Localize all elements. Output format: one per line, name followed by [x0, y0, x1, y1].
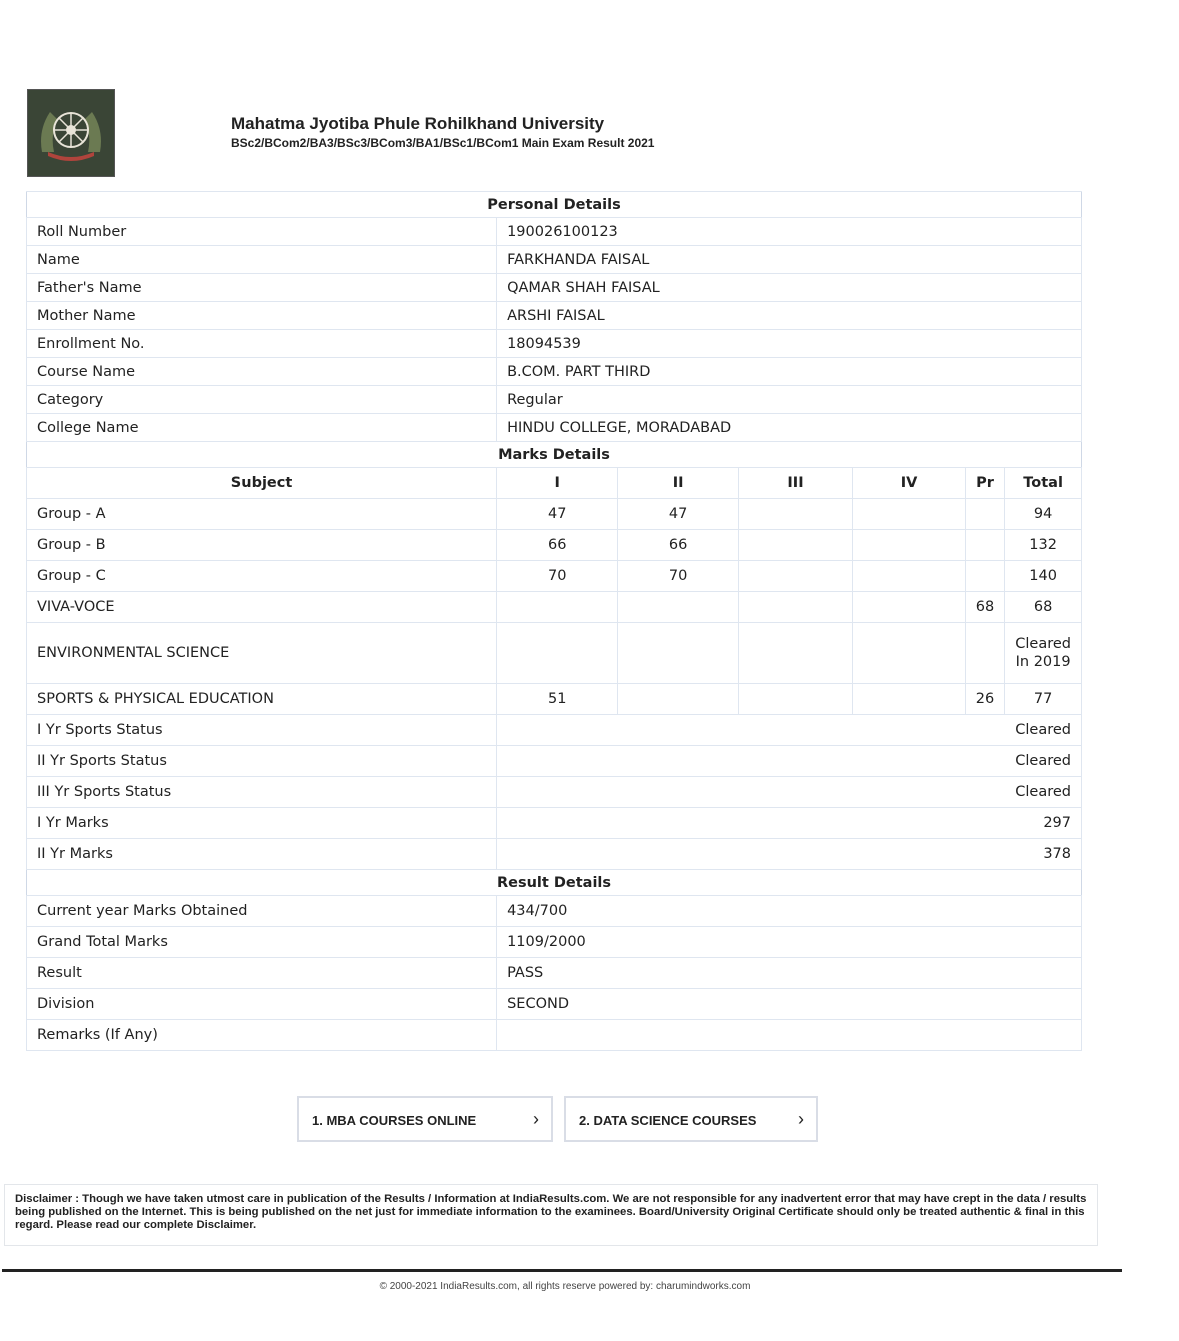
university-title: Mahatma Jyotiba Phule Rohilkhand University — [231, 114, 605, 133]
result-row — [27, 989, 1082, 1020]
marks-status-row — [27, 839, 1082, 870]
page-header — [27, 89, 1087, 179]
mark-value — [853, 684, 966, 715]
mark-value: 47 — [618, 499, 738, 530]
mark-value: 132 — [1005, 530, 1082, 561]
marks-header-row — [27, 468, 1082, 499]
column-header: Pr — [965, 468, 1004, 499]
mark-value — [965, 499, 1004, 530]
detail-value: 18094539 — [497, 330, 1082, 358]
mark-value: 51 — [497, 684, 618, 715]
mark-value — [965, 530, 1004, 561]
section-header-row — [27, 870, 1082, 896]
result-label: Remarks (If Any) — [27, 1020, 497, 1051]
personal-detail-row — [27, 302, 1082, 330]
detail-label: Roll Number — [27, 218, 497, 246]
marks-row — [27, 684, 1082, 715]
mark-value — [618, 684, 738, 715]
mark-value: 47 — [497, 499, 618, 530]
mark-value — [853, 499, 966, 530]
mark-value: 68 — [965, 592, 1004, 623]
personal-detail-row — [27, 246, 1082, 274]
mark-value — [853, 530, 966, 561]
column-header: I — [497, 468, 618, 499]
mark-value — [853, 623, 966, 684]
data-science-courses-label: 2. DATA SCIENCE COURSES — [579, 1113, 757, 1128]
detail-value: B.COM. PART THIRD — [497, 358, 1082, 386]
status-value: 378 — [497, 839, 1082, 870]
status-label: II Yr Sports Status — [27, 746, 497, 777]
mark-value — [738, 592, 852, 623]
marks-status-row — [27, 746, 1082, 777]
status-label: III Yr Sports Status — [27, 777, 497, 808]
result-label: Grand Total Marks — [27, 927, 497, 958]
mark-value — [497, 623, 618, 684]
subject-name: Group - A — [27, 499, 497, 530]
result-value — [497, 1020, 1082, 1051]
mark-value: 70 — [497, 561, 618, 592]
mark-value — [738, 499, 852, 530]
mark-value: 94 — [1005, 499, 1082, 530]
mark-value: 140 — [1005, 561, 1082, 592]
marks-status-row — [27, 715, 1082, 746]
marks-row — [27, 530, 1082, 561]
result-label: Current year Marks Obtained — [27, 896, 497, 927]
result-value: PASS — [497, 958, 1082, 989]
mark-value: 26 — [965, 684, 1004, 715]
marks-details-heading: Marks Details — [27, 442, 1082, 468]
mark-value — [738, 530, 852, 561]
mba-courses-label: 1. MBA COURSES ONLINE — [312, 1113, 477, 1128]
chevron-right-icon: › — [533, 1109, 539, 1129]
status-value: Cleared — [497, 777, 1082, 808]
personal-detail-row — [27, 274, 1082, 302]
detail-label: Course Name — [27, 358, 497, 386]
disclaimer-text: Disclaimer : Though we have taken utmost care in publication of the Results / Information at IndiaResults.com. We are not responsible for any inadvertent error that may have crept in the data / results being published on the Internet. This is being published on the net just for immediate information to the examinees. Board/University Original Certificate should only be treated authentic & final in this regard. Please read our complete Disclaimer. — [4, 1184, 1098, 1246]
mark-value: 66 — [618, 530, 738, 561]
result-details-heading: Result Details — [27, 870, 1082, 896]
mark-value — [738, 684, 852, 715]
personal-detail-row — [27, 386, 1082, 414]
result-label: Division — [27, 989, 497, 1020]
marks-row — [27, 592, 1082, 623]
mark-value — [853, 592, 966, 623]
marks-row — [27, 623, 1082, 684]
detail-value: QAMAR SHAH FAISAL — [497, 274, 1082, 302]
marks-row — [27, 499, 1082, 530]
result-label: Result — [27, 958, 497, 989]
mba-courses-link[interactable] — [297, 1096, 553, 1142]
section-header-row — [27, 192, 1082, 218]
mark-value: 68 — [1005, 592, 1082, 623]
copyright-footer: © 2000-2021 IndiaResults.com, all rights reserve powered by: charumindworks.com — [379, 1281, 751, 1292]
mark-value — [497, 592, 618, 623]
subject-name: ENVIRONMENTAL SCIENCE — [27, 623, 497, 684]
personal-detail-row — [27, 330, 1082, 358]
result-row — [27, 927, 1082, 958]
subject-name: VIVA-VOCE — [27, 592, 497, 623]
exam-subtitle: BSc2/BCom2/BA3/BSc3/BCom3/BA1/BSc1/BCom1 Main Exam Result 2021 — [231, 136, 655, 150]
result-value: SECOND — [497, 989, 1082, 1020]
status-label: I Yr Sports Status — [27, 715, 497, 746]
mark-value — [965, 623, 1004, 684]
mark-value: 77 — [1005, 684, 1082, 715]
detail-value: 190026100123 — [497, 218, 1082, 246]
mark-value: 70 — [618, 561, 738, 592]
mark-value — [738, 623, 852, 684]
status-value: Cleared — [497, 715, 1082, 746]
detail-label: College Name — [27, 414, 497, 442]
mark-value — [618, 623, 738, 684]
footer-divider — [2, 1269, 1122, 1272]
column-header: IV — [853, 468, 966, 499]
result-row — [27, 896, 1082, 927]
personal-detail-row — [27, 218, 1082, 246]
status-label: II Yr Marks — [27, 839, 497, 870]
column-header: III — [738, 468, 852, 499]
personal-details-heading: Personal Details — [27, 192, 1082, 218]
detail-value: ARSHI FAISAL — [497, 302, 1082, 330]
personal-detail-row — [27, 358, 1082, 386]
university-seal-logo — [27, 89, 115, 177]
marks-row — [27, 561, 1082, 592]
mark-value — [965, 561, 1004, 592]
result-table — [26, 191, 1082, 1051]
detail-label: Father's Name — [27, 274, 497, 302]
mark-value — [738, 561, 852, 592]
status-label: I Yr Marks — [27, 808, 497, 839]
detail-label: Enrollment No. — [27, 330, 497, 358]
subject-name: SPORTS & PHYSICAL EDUCATION — [27, 684, 497, 715]
column-header: Subject — [27, 468, 497, 499]
mark-value: Cleared In 2019 — [1005, 623, 1082, 684]
detail-label: Name — [27, 246, 497, 274]
column-header: Total — [1005, 468, 1082, 499]
data-science-courses-link[interactable] — [564, 1096, 818, 1142]
subject-name: Group - B — [27, 530, 497, 561]
section-header-row — [27, 442, 1082, 468]
result-row — [27, 958, 1082, 989]
status-value: 297 — [497, 808, 1082, 839]
column-header: II — [618, 468, 738, 499]
detail-value: Regular — [497, 386, 1082, 414]
detail-value: HINDU COLLEGE, MORADABAD — [497, 414, 1082, 442]
chevron-right-icon: › — [798, 1109, 804, 1129]
personal-detail-row — [27, 414, 1082, 442]
subject-name: Group - C — [27, 561, 497, 592]
marks-status-row — [27, 808, 1082, 839]
result-row — [27, 1020, 1082, 1051]
mark-value — [618, 592, 738, 623]
result-value: 1109/2000 — [497, 927, 1082, 958]
detail-label: Mother Name — [27, 302, 497, 330]
status-value: Cleared — [497, 746, 1082, 777]
result-value: 434/700 — [497, 896, 1082, 927]
marks-status-row — [27, 777, 1082, 808]
detail-value: FARKHANDA FAISAL — [497, 246, 1082, 274]
mark-value: 66 — [497, 530, 618, 561]
detail-label: Category — [27, 386, 497, 414]
mark-value — [853, 561, 966, 592]
